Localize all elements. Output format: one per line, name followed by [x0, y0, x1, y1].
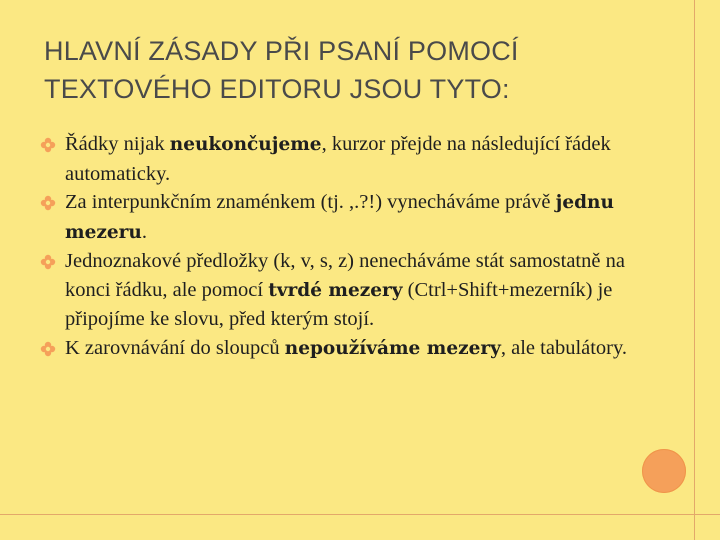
bullet-emphasis: jednu mezeru [65, 192, 614, 243]
bullet-text: , kurzor přejde na následující řádek automaticky. [65, 133, 611, 185]
bullet-emphasis: nepoužíváme mezery [284, 337, 501, 359]
bullet-item-4 [40, 334, 640, 364]
slide-title: HLAVNÍ ZÁSADY PŘI PSANÍ POMOCÍ TEXTOVÉHO EDITORU JSOU TYTO: [44, 36, 519, 104]
bullet-item-2 [40, 188, 640, 247]
flower-bullet-icon [40, 137, 56, 153]
frame-vertical-line [694, 0, 695, 540]
bullet-emphasis: neukončujeme [169, 134, 322, 155]
bullet-list [40, 130, 640, 363]
bullet-text: Jednoznakové předložky (k, v, s, z) nenecháváme stát samostatně na konci řádku, ale pomocí [65, 250, 625, 301]
bullet-text: Za interpunkčním znaménkem (tj. ,.?!) vynecháváme právě [65, 191, 556, 213]
bullet-text: . [141, 220, 147, 243]
frame-horizontal-line [0, 514, 720, 515]
flower-bullet-icon [40, 254, 56, 270]
bullet-text: K zarovnávání do sloupců [65, 336, 285, 359]
bullet-text: Řádky nijak [65, 133, 170, 155]
bullet-text: (Ctrl+Shift+mezerník) je připojíme ke slovu, před kterým stojí. [65, 278, 613, 330]
flower-bullet-icon [40, 195, 56, 211]
flower-bullet-icon [40, 341, 56, 357]
bullet-emphasis: tvrdé mezery [268, 279, 403, 301]
bullet-item-3 [40, 247, 640, 334]
bullet-text: , ale tabulátory. [500, 336, 628, 359]
decorative-circle [642, 449, 686, 493]
bullet-item-1 [40, 130, 640, 188]
